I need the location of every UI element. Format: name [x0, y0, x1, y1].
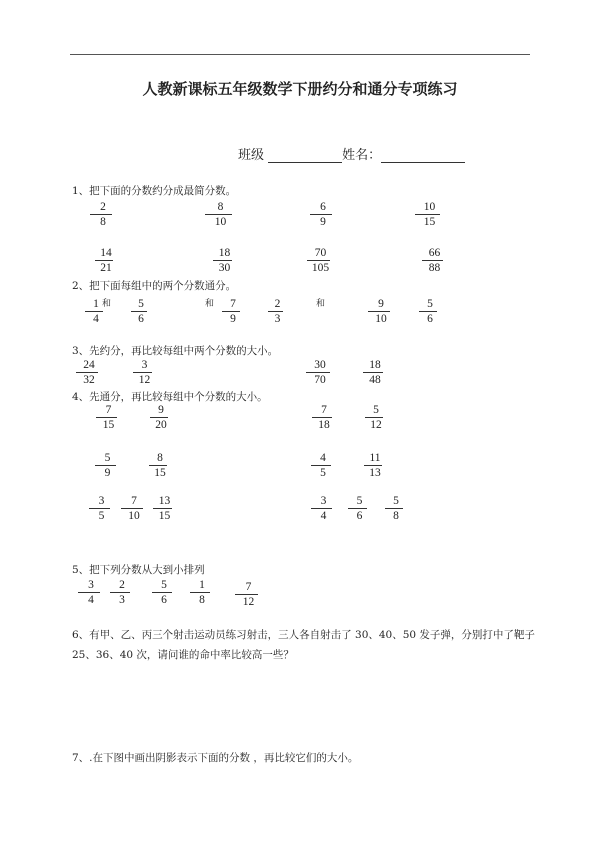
fraction-bar: [89, 508, 110, 509]
fraction-bar: [95, 465, 116, 466]
fraction-bar: [90, 214, 112, 215]
denominator: 5: [98, 510, 105, 522]
denominator: 6: [427, 313, 433, 325]
denominator: 9: [230, 313, 236, 325]
numerator: 9: [158, 404, 164, 416]
denominator: 4: [320, 510, 327, 522]
fraction-bar: [310, 214, 332, 215]
fraction-bar: [78, 592, 100, 593]
numerator: 70: [314, 247, 327, 259]
question-6-line-2: 25、36、40 次，请问谁的命中率比较高一些？: [72, 649, 294, 661]
numerator: 14: [100, 247, 112, 259]
fraction-bar: [385, 508, 403, 509]
name-blank[interactable]: [381, 150, 465, 163]
denominator: 5: [320, 467, 326, 479]
numerator: 5: [104, 452, 111, 464]
name-label: 姓名：: [342, 148, 382, 163]
denominator: 9: [104, 467, 111, 479]
fraction-bar: [311, 508, 332, 509]
student-info: [238, 144, 465, 163]
denominator: 12: [138, 374, 151, 386]
numerator: 10: [423, 201, 436, 213]
numerator: 2: [119, 579, 125, 591]
denominator: 6: [356, 510, 363, 522]
numerator: 4: [320, 452, 326, 464]
denominator: 12: [370, 419, 382, 431]
fraction-bar: [131, 311, 147, 312]
fraction-bar: [222, 311, 240, 312]
denominator: 13: [369, 467, 381, 479]
denominator: 10: [128, 510, 140, 522]
denominator: 8: [393, 510, 399, 522]
and-label: 和: [205, 299, 215, 309]
denominator: 32: [83, 374, 95, 386]
and-label: 和: [316, 299, 326, 309]
denominator: 15: [154, 467, 166, 479]
fraction-bar: [422, 260, 443, 261]
numerator: 7: [245, 581, 252, 593]
numerator: 3: [88, 579, 94, 591]
question-6-line-1: 6、有甲、乙、丙三个射击运动员练习射击，三人各自射击了 30、40、50 发子弹，分别打中了靶子: [72, 629, 535, 641]
numerator: 5: [356, 495, 363, 507]
numerator: 2: [100, 201, 106, 213]
numerator: 8: [157, 452, 163, 464]
fraction-bar: [153, 508, 172, 509]
numerator: 5: [138, 298, 144, 310]
denominator: 6: [138, 313, 144, 325]
denominator: 105: [311, 262, 330, 274]
denominator: 88: [428, 262, 441, 274]
fraction-bar: [235, 594, 258, 595]
fraction-bar: [205, 214, 232, 215]
denominator: 15: [158, 510, 171, 522]
fraction-bar: [368, 311, 390, 312]
numerator: 11: [369, 452, 381, 464]
numerator: 18: [218, 247, 231, 259]
numerator: 7: [230, 298, 236, 310]
class-label: 班级: [238, 148, 265, 163]
numerator: 3: [141, 359, 148, 371]
denominator: 3: [119, 594, 125, 606]
fraction-bar: [268, 311, 283, 312]
numerator: 66: [428, 247, 441, 259]
fraction-bar: [152, 592, 172, 593]
denominator: 3: [274, 313, 281, 325]
fraction-bar: [363, 372, 383, 373]
numerator: 3: [320, 495, 327, 507]
denominator: 48: [369, 374, 381, 386]
denominator: 10: [214, 216, 227, 228]
denominator: 4: [88, 594, 94, 606]
numerator: 13: [158, 495, 171, 507]
fraction-bar: [121, 508, 143, 509]
denominator: 12: [242, 596, 255, 608]
numerator: 8: [217, 201, 224, 213]
numerator: 2: [274, 298, 281, 310]
denominator: 70: [314, 374, 326, 386]
denominator: 20: [155, 419, 167, 431]
question-7: 7、.在下图中画出阴影表示下面的分数 ，再比较它们的大小。: [72, 752, 359, 764]
fraction-bar: [150, 417, 168, 418]
numerator: 3: [98, 495, 105, 507]
numerator: 5: [427, 298, 433, 310]
numerator: 9: [378, 298, 384, 310]
fraction-bar: [85, 311, 103, 312]
denominator: 15: [423, 216, 436, 228]
fraction-bar: [312, 417, 332, 418]
and-label: 和: [102, 299, 112, 309]
numerator: 7: [105, 404, 112, 416]
numerator: 30: [314, 359, 326, 371]
fraction-bar: [311, 465, 331, 466]
numerator: 7: [321, 404, 327, 416]
numerator: 18: [369, 359, 381, 371]
fraction-bar: [348, 508, 367, 509]
question-5: 5、把下列分数从大到小排列: [72, 564, 205, 576]
fraction-bar: [419, 311, 437, 312]
question-2: 2、把下面每组中的两个分数通分。: [72, 280, 237, 292]
top-rule: [70, 54, 530, 55]
question-1: 1、把下面的分数约分成最简分数。: [72, 185, 237, 197]
numerator: 24: [83, 359, 95, 371]
denominator: 4: [93, 313, 99, 325]
fraction-bar: [96, 417, 117, 418]
fraction-bar: [307, 260, 330, 261]
denominator: 8: [199, 594, 205, 606]
fraction-bar: [110, 592, 130, 593]
denominator: 9: [320, 216, 326, 228]
fraction-bar: [306, 372, 330, 373]
denominator: 21: [100, 262, 112, 274]
denominator: 18: [318, 419, 330, 431]
numerator: 5: [373, 404, 379, 416]
denominator: 8: [100, 216, 106, 228]
fraction-bar: [365, 417, 383, 418]
numerator: 1: [93, 298, 99, 310]
question-3: 3、先约分，再比较每组中两个分数的大小。: [72, 345, 279, 357]
class-blank[interactable]: [268, 150, 342, 163]
fraction-bar: [213, 260, 232, 261]
denominator: 15: [102, 419, 115, 431]
question-4: 4、先通分，再比较每组中个分数的大小。: [72, 391, 268, 403]
fraction-bar: [415, 214, 440, 215]
denominator: 30: [218, 262, 231, 274]
numerator: 6: [320, 201, 326, 213]
denominator: 10: [375, 313, 387, 325]
denominator: 6: [161, 594, 167, 606]
numerator: 5: [393, 495, 399, 507]
numerator: 7: [131, 495, 137, 507]
fraction-bar: [133, 372, 152, 373]
fraction-bar: [149, 465, 167, 466]
page-title: 人教新课标五年级数学下册约分和通分专项练习: [142, 80, 458, 98]
fraction-bar: [190, 592, 210, 593]
numerator: 1: [199, 579, 205, 591]
fraction-bar: [364, 465, 382, 466]
fraction-bar: [76, 372, 98, 373]
numerator: 5: [161, 579, 167, 591]
fraction-bar: [95, 260, 113, 261]
